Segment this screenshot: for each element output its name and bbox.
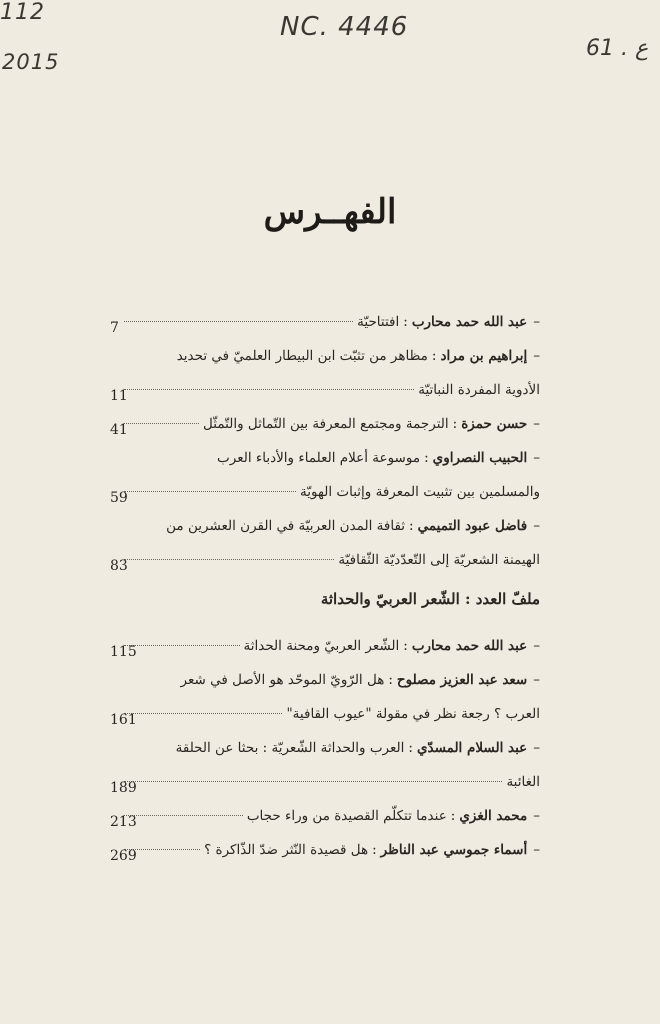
entry-author: محمد الغزي — [459, 808, 528, 824]
entry-author: عبد السلام المسدّي — [416, 740, 528, 756]
entry-author: أسماء جموسي عبد الناظر — [380, 842, 528, 858]
toc-entry-line — [120, 663, 540, 697]
entry-bullet: – — [533, 416, 540, 432]
toc-entry — [110, 339, 540, 407]
entry-title: افتتاحيّة — [357, 314, 400, 330]
entry-bullet: – — [533, 518, 540, 534]
entry-page-number: 269 — [110, 848, 137, 864]
entry-title: مظاهر من تثبّت ابن البيطار العلميّ في تحديد — [176, 348, 428, 364]
entry-author: الحبيب النصراوي — [432, 450, 528, 466]
toc-entry-line — [120, 475, 540, 509]
toc-entry-line — [120, 799, 540, 833]
entry-separator: : — [424, 450, 429, 466]
toc-entry-line — [120, 509, 540, 543]
entry-bullet: – — [533, 842, 540, 858]
entry-page-number: 161 — [110, 712, 137, 728]
toc-entry-line — [120, 407, 540, 441]
entry-page-number: 41 — [110, 422, 128, 438]
entry-page-number: 7 — [110, 320, 119, 336]
entry-page-number: 83 — [110, 558, 128, 574]
handwritten-catalog-code: NC. 4446 — [280, 12, 409, 42]
entry-title: الشّعر العربيّ ومحنة الحداثة — [243, 638, 400, 654]
dotted-leader — [124, 559, 334, 560]
toc-entry-line — [120, 441, 540, 475]
entry-title: هل الرّويّ الموحّد هو الأصل في شعر — [180, 672, 385, 688]
entry-title: موسوعة أعلام العلماء والأدباء العرب — [217, 450, 421, 466]
entry-author: عبد الله حمد محارب — [411, 638, 528, 654]
entry-bullet: – — [533, 450, 540, 466]
entry-page-number: 11 — [110, 388, 128, 404]
toc-entry-line — [120, 697, 540, 731]
entry-bullet: – — [533, 638, 540, 654]
toc-entry-line — [120, 543, 540, 577]
handwritten-shelf-mark: 61 . ع — [586, 36, 649, 61]
entry-title: الهيمنة الشعريّة إلى التّعدّديّة الثّقافيّة — [338, 552, 540, 568]
entry-bullet: – — [533, 314, 540, 330]
entry-bullet: – — [533, 672, 540, 688]
toc-entry-line — [120, 629, 540, 663]
toc-entry — [110, 799, 540, 833]
entry-title: العرب ؟ رجعة نظر في مقولة "عيوب القافية" — [286, 706, 540, 722]
dotted-leader — [124, 389, 414, 390]
entry-separator: : — [403, 314, 408, 330]
entry-separator: : — [372, 842, 377, 858]
entry-bullet: – — [533, 808, 540, 824]
entry-author: سعد عبد العزيز مصلوح — [396, 672, 528, 688]
toc-entry-line — [120, 373, 540, 407]
handwritten-reference: 112 — [0, 0, 45, 25]
toc-entry — [110, 441, 540, 509]
page-title: الفهــرس — [263, 192, 397, 232]
dotted-leader — [124, 781, 502, 782]
entry-title: عندما تتكلّم القصيدة من وراء حجاب — [246, 808, 447, 824]
toc-entry — [110, 509, 540, 577]
toc-entry-line — [120, 731, 540, 765]
entry-page-number: 115 — [110, 644, 137, 660]
entry-title: العرب والحداثة الشّعريّة : بحثا عن الحلقة — [175, 740, 405, 756]
toc-entry-line — [120, 305, 540, 339]
entry-author: فاضل عبود التميمي — [417, 518, 528, 534]
entry-title: الأدوية المفردة النباتيّة — [418, 382, 540, 398]
entry-separator: : — [450, 808, 456, 824]
section-title: ملفّ العدد : الشّعر العربيّ والحداثة — [320, 590, 540, 608]
handwritten-year: 2015 — [2, 50, 60, 74]
entry-author: إبراهيم بن مراد — [440, 348, 528, 364]
entry-separator: : — [388, 672, 393, 688]
entry-page-number: 189 — [110, 780, 137, 796]
entry-author: عبد الله حمد محارب — [411, 314, 528, 330]
entry-title: ثقافة المدن العربيّة في القرن العشرين من — [166, 518, 406, 534]
toc-entry — [110, 407, 540, 441]
entry-page-number: 213 — [110, 814, 137, 830]
toc-entry-line — [120, 833, 540, 867]
toc-entry — [110, 305, 540, 339]
toc-entry — [110, 833, 540, 867]
entry-bullet: – — [533, 348, 540, 364]
entry-author: حسن حمزة — [461, 416, 528, 432]
toc-entry — [110, 731, 540, 799]
toc-entry — [110, 663, 540, 731]
entry-title: الغائبة — [506, 774, 540, 790]
entry-title: هل قصيدة النّثر ضدّ الذّاكرة ؟ — [204, 842, 369, 858]
toc-entry-line — [120, 765, 540, 799]
entry-separator: : — [403, 638, 408, 654]
entry-page-number: 59 — [110, 490, 128, 506]
entry-separator: : — [409, 518, 414, 534]
entry-bullet: – — [533, 740, 540, 756]
entry-separator: : — [408, 740, 413, 756]
entry-title: الترجمة ومجتمع المعرفة بين التّماثل والتّمثّل — [203, 416, 449, 432]
toc-entry — [110, 629, 540, 663]
entry-title: والمسلمين بين تثبيت المعرفة وإثبات الهويّة — [300, 484, 540, 500]
toc-entry-line — [120, 339, 540, 373]
entry-separator: : — [431, 348, 437, 364]
dotted-leader — [124, 321, 353, 322]
entry-separator: : — [452, 416, 458, 432]
